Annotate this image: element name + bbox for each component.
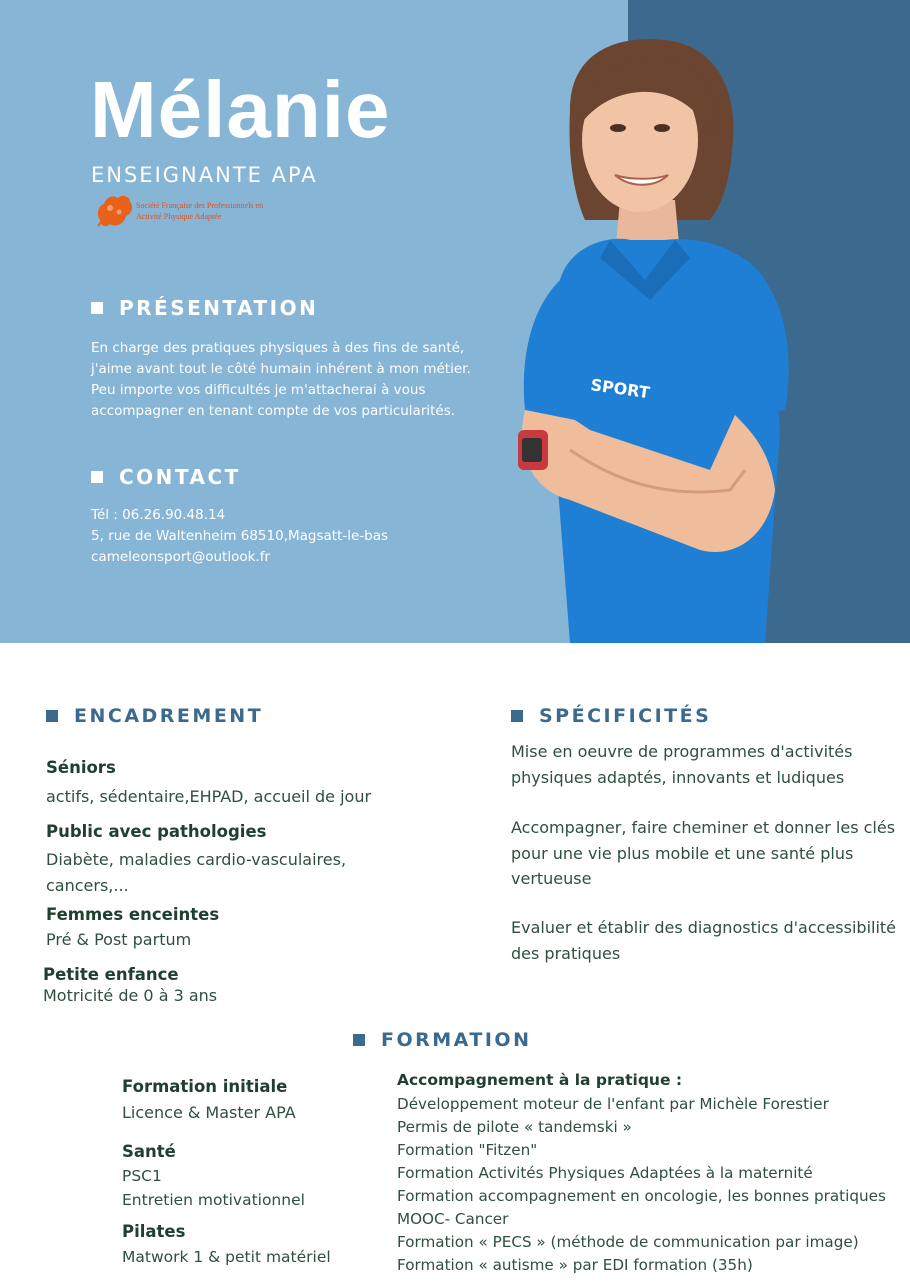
- logo-text-line2: Activité Physique Adaptée: [136, 212, 222, 221]
- encadrement-item-title: Petite enfance: [43, 965, 179, 984]
- formation-title: FORMATION: [381, 1029, 532, 1051]
- encadrement-item-text: Pré & Post partum: [46, 930, 192, 949]
- profile-photo: [500, 30, 800, 643]
- encadrement-item-title: Public avec pathologies: [46, 822, 267, 841]
- specificites-heading: [511, 705, 711, 727]
- square-bullet-icon: [91, 471, 103, 483]
- formation-group-line: Licence & Master APA: [122, 1103, 296, 1122]
- sfp-apa-logo: [92, 190, 322, 232]
- formation-line: Formation "Fitzen": [397, 1141, 538, 1159]
- specificite-paragraph: Evaluer et établir des diagnostics d'accessibilité des pratiques: [511, 918, 897, 963]
- sfp-apa-logo-icon: [92, 190, 134, 232]
- formation-line: MOOC- Cancer: [397, 1210, 509, 1228]
- formation-group-title: Pilates: [122, 1222, 186, 1241]
- encadrement-item-text: Diabète, maladies cardio-vasculaires,: [46, 850, 347, 869]
- logo-text-line1: Société Française des Professionnels en: [136, 201, 264, 210]
- formation-line: Formation accompagnement en oncologie, les bonnes pratiques: [397, 1187, 886, 1205]
- formation-line: Formation « PECS » (méthode de communication par image): [397, 1233, 859, 1251]
- job-title: ENSEIGNANTE APA: [91, 163, 318, 187]
- encadrement-item-title: Femmes enceintes: [46, 905, 220, 924]
- formation-heading: [353, 1029, 531, 1051]
- square-bullet-icon: [353, 1034, 365, 1046]
- formation-line: Développement moteur de l'enfant par Michèle Forestier: [397, 1095, 829, 1113]
- formation-group-title: Santé: [122, 1142, 176, 1161]
- specificite-paragraph: Accompagner, faire cheminer et donner les clés pour une vie plus mobile et une santé plus vertueuse: [511, 818, 896, 888]
- contact-title: CONTACT: [119, 465, 241, 489]
- logo-text: [136, 200, 263, 222]
- encadrement-item-title: Séniors: [46, 758, 116, 777]
- formation-line: Formation « autisme » par EDI formation (35h): [397, 1256, 753, 1274]
- person-name: Mélanie: [90, 65, 391, 154]
- formation-line: Permis de pilote « tandemski »: [397, 1118, 632, 1136]
- shirt-logo-text: SPORT: [589, 375, 651, 403]
- formation-group-line: PSC1: [122, 1167, 162, 1185]
- square-bullet-icon: [91, 302, 103, 314]
- square-bullet-icon: [46, 710, 58, 722]
- contact-email: cameleonsport@outlook.fr: [91, 549, 271, 565]
- contact-address: 5, rue de Waltenheim 68510,Magsatt-le-bas: [91, 528, 389, 544]
- encadrement-heading: [46, 705, 263, 727]
- presentation-text: En charge des pratiques physiques à des fins de santé, j'aime avant tout le côté humain inhérent à mon métier. Peu importe vos difficultés je m'attacherai à vous accompagner en tenant compte de vos particularités.: [91, 340, 471, 419]
- contact-heading: [91, 465, 241, 489]
- formation-group-line: Entretien motivationnel: [122, 1191, 305, 1209]
- contact-phone: Tél : 06.26.90.48.14: [91, 507, 226, 523]
- specificite-paragraph: Mise en oeuvre de programmes d'activités physiques adaptés, innovants et ludiques: [511, 742, 853, 787]
- formation-line: Formation Activités Physiques Adaptées à la maternité: [397, 1164, 813, 1182]
- encadrement-item-text: cancers,...: [46, 876, 129, 895]
- formation-group-line: Matwork 1 & petit matériel: [122, 1248, 331, 1266]
- encadrement-item-text: Motricité de 0 à 3 ans: [43, 986, 218, 1005]
- formation-group-title: Formation initiale: [122, 1077, 288, 1096]
- encadrement-title: ENCADREMENT: [74, 705, 264, 727]
- encadrement-item-text: actifs, sédentaire,EHPAD, accueil de jour: [46, 787, 372, 806]
- formation-right-title: Accompagnement à la pratique :: [397, 1071, 683, 1089]
- specificites-title: SPÉCIFICITÉS: [539, 705, 712, 727]
- presentation-title: PRÉSENTATION: [119, 296, 319, 320]
- square-bullet-icon: [511, 710, 523, 722]
- presentation-heading: [91, 296, 318, 320]
